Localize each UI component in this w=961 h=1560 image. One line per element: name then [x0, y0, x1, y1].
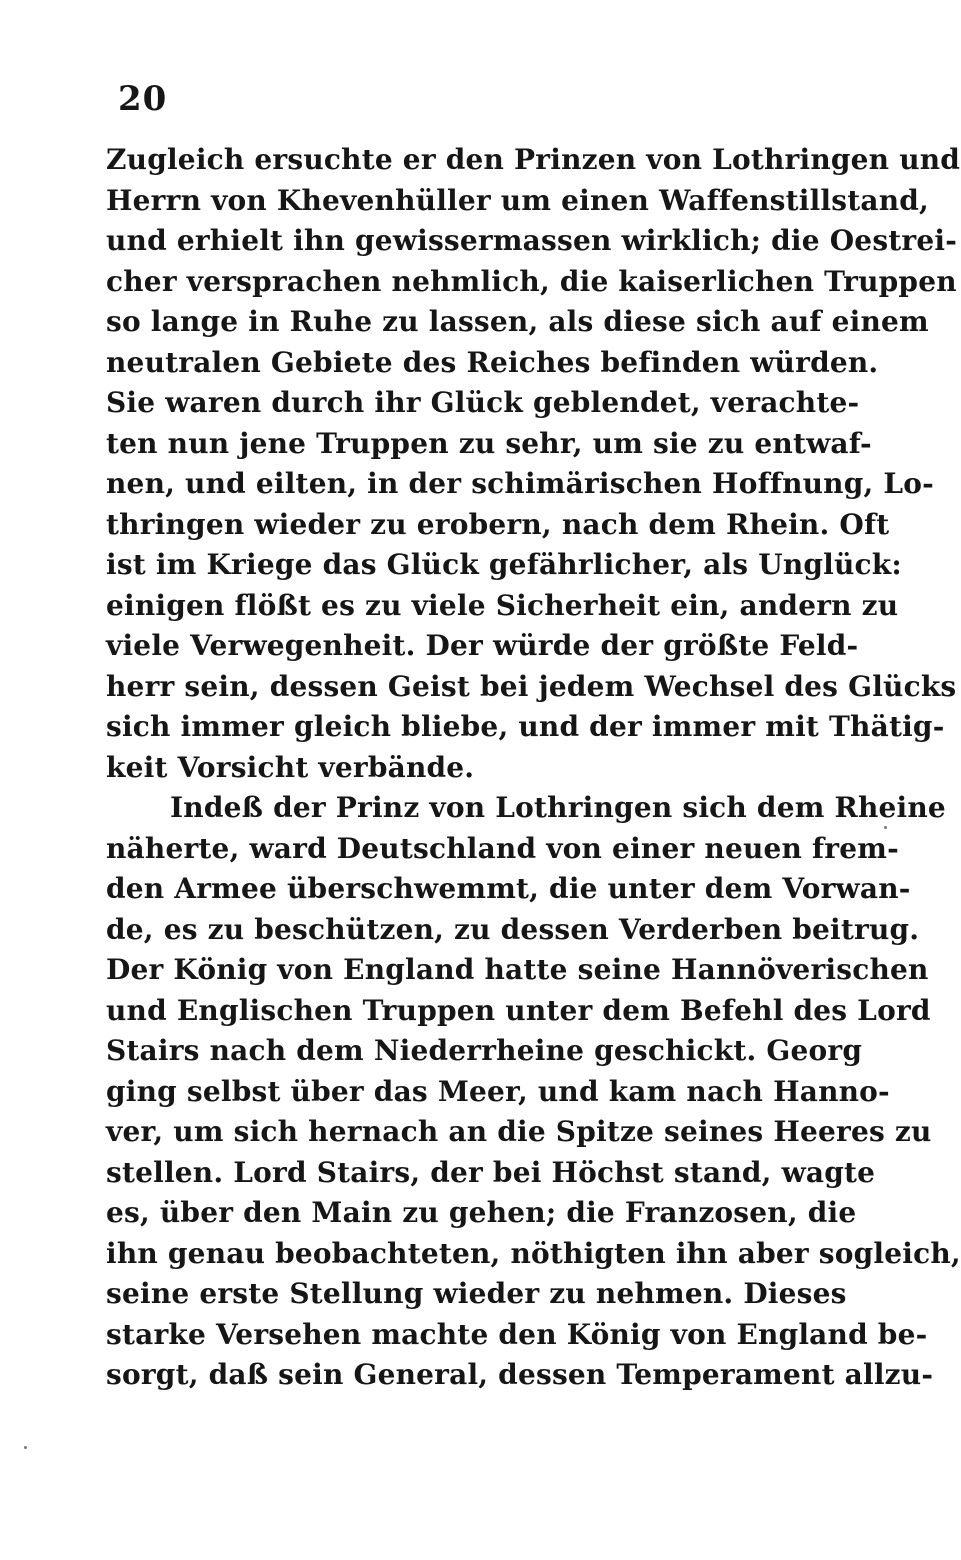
text-line: de, es zu beschützen, zu dessen Verderben beitrug.	[106, 912, 920, 946]
text-line: seine erste Stellung wieder zu nehmen. Dieses	[106, 1277, 847, 1310]
text-line: thringen wieder zu erobern, nach dem Rhein. Oft	[106, 507, 890, 541]
page-text	[106, 140, 961, 1396]
text-line: nen, und eilten, in der schimärischen Hoffnung, Lo-	[106, 467, 934, 500]
text-line: es, über den Main zu gehen; die Franzosen, die	[106, 1196, 857, 1229]
text-line: neutralen Gebiete des Reiches befinden würden.	[106, 345, 879, 379]
paragraph-start-line: Indeß der Prinz von Lothringen sich dem Rheine	[170, 791, 946, 824]
text-line: den Armee überschwemmt, die unter dem Vorwan-	[106, 872, 911, 905]
text-line: sorgt, daß sein General, dessen Temperament allzu-	[106, 1358, 934, 1391]
text-line: Der König von England hatte seine Hannöverischen	[106, 953, 929, 986]
text-line: näherte, ward Deutschland von einer neuen frem-	[106, 831, 899, 865]
text-line: ihn genau beobachteten, nöthigten ihn aber sogleich,	[106, 1236, 961, 1270]
text-line: und erhielt ihn gewissermassen wirklich; die Oestrei-	[106, 224, 958, 257]
text-line: ist im Kriege das Glück gefährlicher, als Unglück:	[106, 548, 902, 581]
text-line: sich immer gleich bliebe, und der immer mit Thätig-	[106, 710, 945, 743]
text-line: einigen flößt es zu viele Sicherheit ein, andern zu	[106, 588, 899, 622]
text-line: Sie waren durch ihr Glück geblendet, verachte-	[106, 386, 860, 419]
text-line: so lange in Ruhe zu lassen, als diese sich auf einem	[106, 305, 929, 338]
page-number: 20	[118, 79, 168, 119]
scan-speck	[884, 826, 887, 829]
text-line: starke Versehen machte den König von England be-	[106, 1317, 928, 1351]
paragraph-end-line: keit Vorsicht verbände.	[106, 750, 475, 784]
text-line: ging selbst über das Meer, und kam nach Hanno-	[106, 1074, 890, 1108]
text-line: Zugleich ersuchte er den Prinzen von Lothringen und	[106, 143, 961, 176]
text-line: ten nun jene Truppen zu sehr, um sie zu entwaf-	[106, 426, 872, 460]
text-line: Herrn von Khevenhüller um einen Waffenstillstand,	[106, 183, 929, 217]
text-line: viele Verwegenheit. Der würde der größte Feld-	[106, 629, 859, 662]
text-line: stellen. Lord Stairs, der bei Höchst stand, wagte	[106, 1155, 876, 1189]
text-line: und Englischen Truppen unter dem Befehl des Lord	[106, 993, 931, 1027]
text-line: ver, um sich hernach an die Spitze seines Heeres zu	[106, 1115, 932, 1148]
text-line: herr sein, dessen Geist bei jedem Wechsel des Glücks	[106, 669, 957, 703]
text-line: Stairs nach dem Niederrheine geschickt. Georg	[106, 1034, 863, 1067]
scan-speck	[24, 1446, 27, 1449]
text-line: cher versprachen nehmlich, die kaiserlichen Truppen	[106, 264, 957, 298]
